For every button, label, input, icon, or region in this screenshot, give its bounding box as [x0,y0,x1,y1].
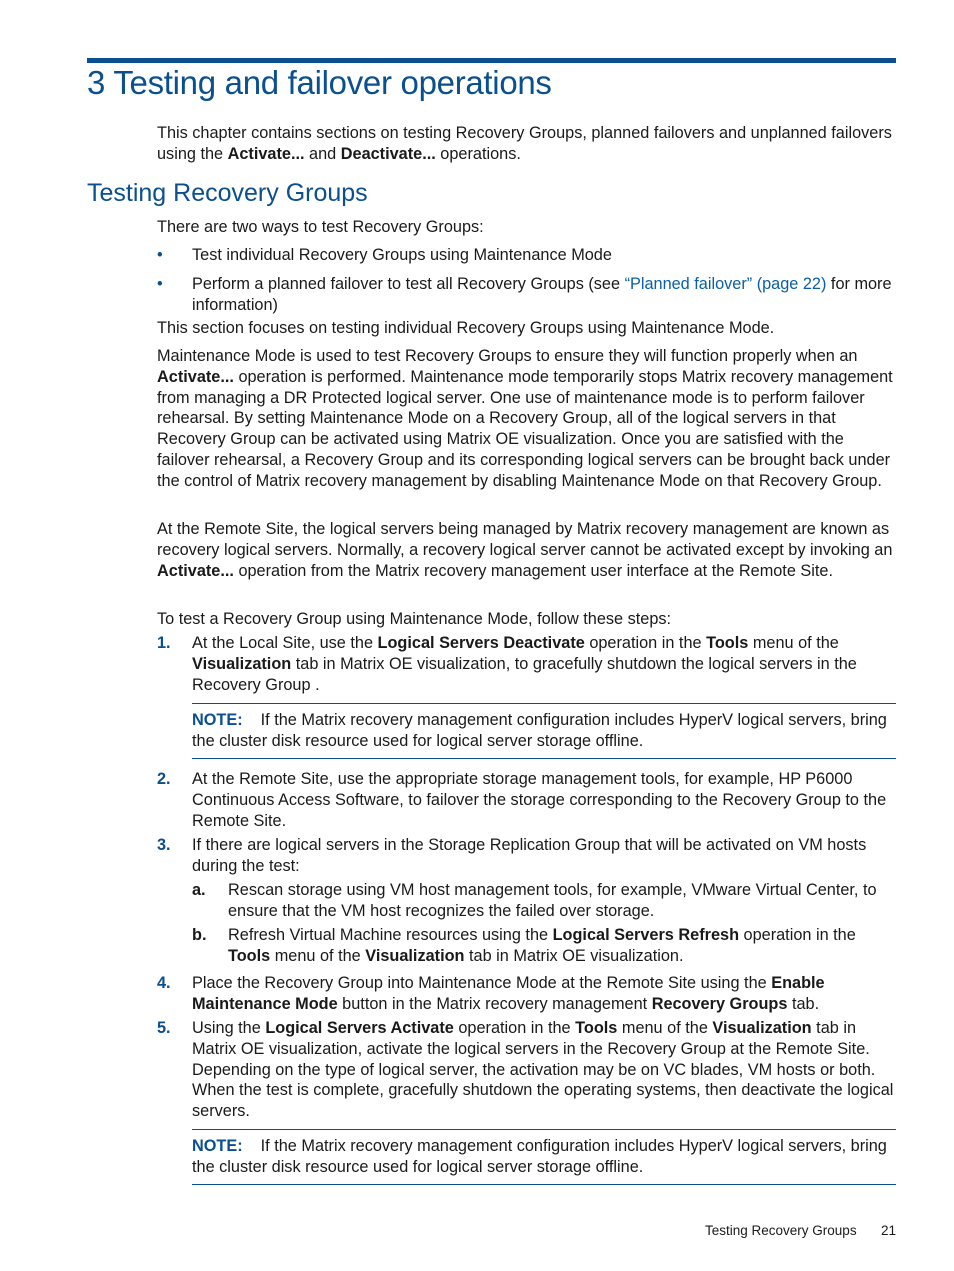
substep-letter: b. [192,926,207,944]
substep-text-part: tab in Matrix OE visualization. [464,946,684,965]
step-text-part: operation in the [453,1019,576,1037]
bullet-text-part: for more information) [192,275,892,314]
ui-term: Enable Maintenance Mode [192,974,825,1013]
footer-page-number: 21 [881,1223,897,1238]
intro-text-2: and [304,144,341,163]
ui-term: Logical Servers Refresh [552,926,740,944]
step-text-part: At the Local Site, use the [192,634,378,652]
step-text-part: menu of the [617,1019,713,1037]
step-text: If there are logical servers in the Storage Replication Group that will be activated on VM hosts during the test: [192,836,867,875]
focus-paragraph: This section focuses on testing individual Recovery Groups using Maintenance Mode. [157,319,775,337]
bullet-icon: • [157,275,163,293]
note-text: If the Matrix recovery management configuration includes HyperV logical servers, bring the cluster disk resource used for logical server storage offline. [192,1137,887,1176]
step-text [192,633,898,695]
maintenance-text-2: operation is performed. Maintenance mode temporarily stops Matrix recovery management from managing a DR Protected logical server. One use of maintenance mode is to perform failover rehearsal. By setting Maintenance Mode on a Recovery Group, all of the logical servers in that Recovery Group can be activated using Matrix OE visualization. Once you are satisfied with the failover rehearsal, a Recovery Group and its corresponding logical servers can be brought back under the control of Matrix recovery management by disabling Maintenance Mode on that Recovery Group. [157,367,893,490]
step-number: 4. [157,974,171,992]
intro-deactivate-term: Deactivate... [340,144,436,163]
footer-section-title: Testing Recovery Groups [705,1223,857,1238]
two-ways-paragraph: There are two ways to test Recovery Groups: [157,218,484,236]
substep-text [228,925,898,967]
remote-site-paragraph [157,519,899,581]
steps-intro-paragraph: To test a Recovery Group using Maintenance Mode, follow these steps: [157,610,672,628]
step-text-part: tab in Matrix OE visualization, activate the logical servers in the Recovery Group at the Remote Site. Depending on the type of logical server, the activation may be on VC blades, VM hosts or both. When the test is complete, gracefully shutdown the operating systems, then deactivate the logical servers. [192,1019,894,1121]
ui-term: Tools [228,946,271,965]
remote-text-1: At the Remote Site, the logical servers being managed by Matrix recovery management are known as recovery logical servers. Normally, a recovery logical server cannot be activated except by invoking an [157,520,893,559]
step-number: 1. [157,634,171,652]
step-text-part: Place the Recovery Group into Maintenance Mode at the Remote Site using the [192,974,772,992]
bullet-text: Test individual Recovery Groups using Maintenance Mode [192,246,612,264]
step-number: 5. [157,1019,171,1037]
intro-text-3: operations. [435,144,521,163]
step-text [192,973,898,1015]
intro-paragraph [157,123,899,165]
chapter-top-rule [87,58,896,63]
substep-text-part: menu of the [270,946,366,965]
section-title: Testing Recovery Groups [87,179,368,207]
note-label: NOTE: [192,711,243,729]
note-label: NOTE: [192,1137,243,1155]
ui-term: Logical Servers Deactivate [377,634,585,652]
ui-term: Logical Servers Activate [265,1019,454,1037]
step-text-part: tab in Matrix OE visualization, to gracefully shutdown the logical servers in the Recovery Group . [192,654,857,694]
ui-term: Visualization [712,1019,812,1037]
note-box [192,1129,896,1185]
ui-term: Tools [706,634,749,652]
note-text: If the Matrix recovery management configuration includes HyperV logical servers, bring the cluster disk resource used for logical server storage offline. [192,711,887,750]
ui-term: Recovery Groups [651,994,788,1013]
step-text-part: tab. [787,994,820,1013]
planned-failover-link[interactable]: “Planned failover” (page 22) [624,275,827,293]
step-number: 3. [157,836,171,854]
note-box [192,703,896,759]
maintenance-paragraph [157,346,899,492]
bullet-icon: • [157,246,163,264]
step-text-part: menu of the [748,634,839,652]
intro-activate-term: Activate... [227,144,305,163]
ui-term: Tools [575,1019,618,1037]
intro-text-1: This chapter contains sections on testing Recovery Groups, planned failovers and unplanned failovers using the [157,124,892,163]
substep-text-part: operation in the [739,926,856,944]
step-text: At the Remote Site, use the appropriate storage management tools, for example, HP P6000 Continuous Access Software, to failover the storage corresponding to the Recovery Group to the Remote Site. [192,770,887,830]
bullet-text [192,274,898,316]
step-text-part: button in the Matrix recovery management [337,994,652,1013]
maintenance-text-1: Maintenance Mode is used to test Recovery Groups to ensure they will function properly when an [157,347,858,365]
chapter-title: 3 Testing and failover operations [87,64,552,101]
remote-text-2: operation from the Matrix recovery management user interface at the Remote Site. [233,561,833,580]
substep-text: Rescan storage using VM host management tools, for example, VMware Virtual Center, to ensure that the VM host recognizes the failed over storage. [228,881,877,920]
ui-term: Visualization [192,654,292,673]
bullet-text-part: Perform a planned failover to test all Recovery Groups (see [192,275,625,293]
substep-text-part: Refresh Virtual Machine resources using the [228,926,553,944]
step-text [192,1018,898,1122]
remote-activate-term: Activate... [157,561,234,580]
ui-term: Visualization [365,946,465,965]
step-text-part: Using the [192,1019,266,1037]
substep-letter: a. [192,881,206,899]
step-text-part: operation in the [584,634,707,652]
step-number: 2. [157,770,171,788]
maintenance-activate-term: Activate... [157,367,234,386]
